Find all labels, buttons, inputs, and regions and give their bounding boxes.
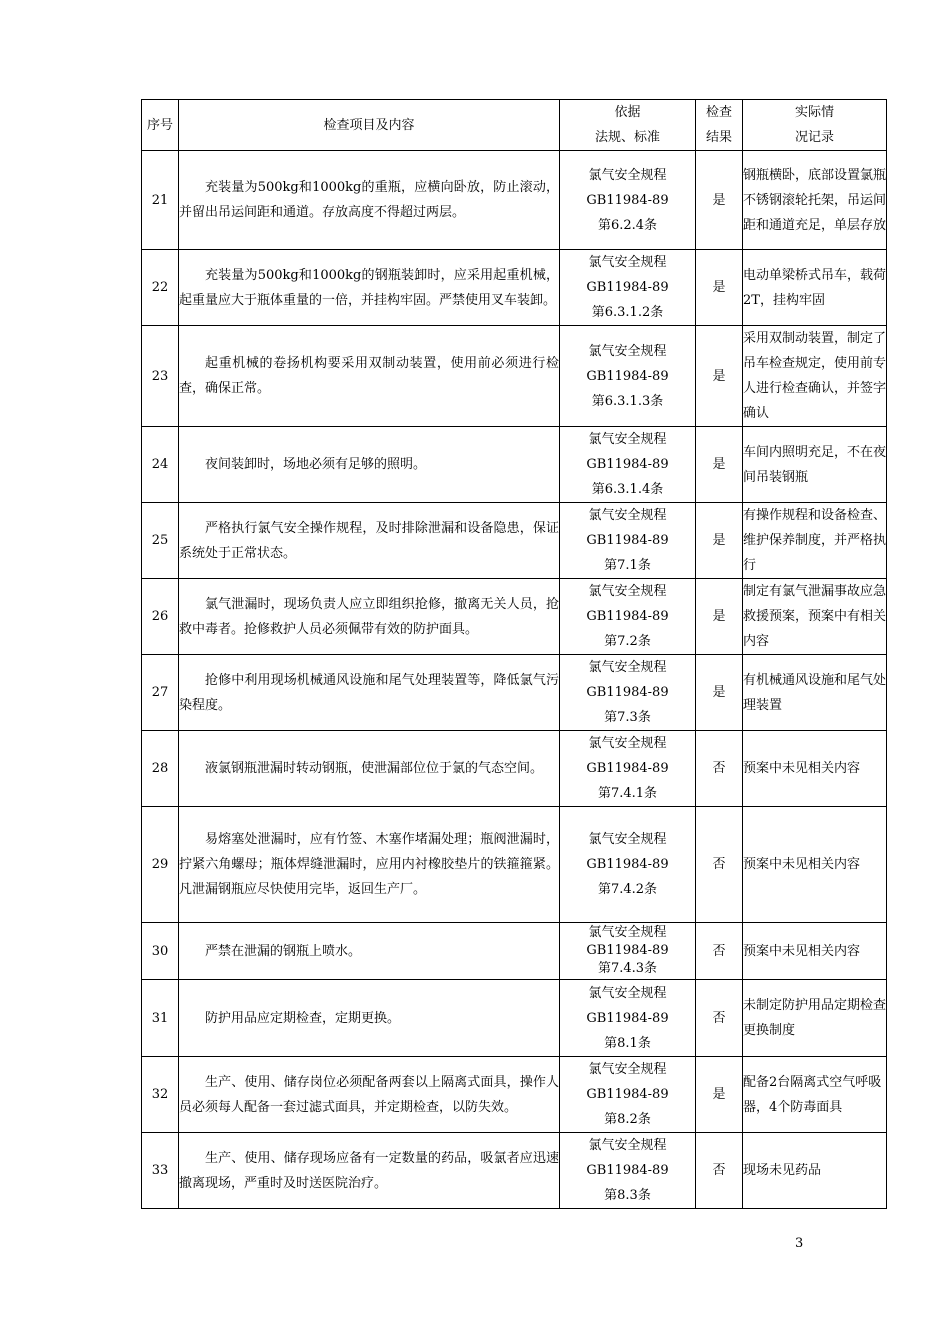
row-no: 26 bbox=[142, 579, 179, 655]
header-basis bbox=[560, 100, 696, 151]
header-result bbox=[696, 100, 743, 151]
row-basis bbox=[560, 250, 696, 326]
row-item bbox=[179, 731, 560, 807]
row-record: 电动单梁桥式吊车，载荷2T，挂构牢固 bbox=[743, 250, 887, 326]
row-basis bbox=[560, 151, 696, 250]
row-record: 现场未见药品 bbox=[743, 1133, 887, 1209]
row-basis bbox=[560, 326, 696, 427]
row-no: 27 bbox=[142, 655, 179, 731]
row-item bbox=[179, 1057, 560, 1133]
table-row bbox=[142, 427, 887, 503]
row-item bbox=[179, 326, 560, 427]
basis-line: 第7.4.3条 bbox=[597, 961, 658, 976]
row-item-text: 抢修中利用现场机械通风设施和尾气处理装置等，降低氯气污染程度。 bbox=[179, 672, 559, 713]
basis-line: 氯气安全规程 bbox=[588, 167, 667, 183]
row-item bbox=[179, 427, 560, 503]
basis-line: 氯气安全规程 bbox=[588, 343, 667, 359]
row-basis bbox=[560, 503, 696, 579]
basis-line: GB11984-89 bbox=[586, 533, 669, 548]
table-row bbox=[142, 250, 887, 326]
row-item-text: 防护用品应定期检查，定期更换。 bbox=[205, 1010, 401, 1026]
row-result: 是 bbox=[696, 579, 743, 655]
table-row bbox=[142, 503, 887, 579]
table-row bbox=[142, 1057, 887, 1133]
basis-line: GB11984-89 bbox=[586, 761, 669, 776]
row-result: 否 bbox=[696, 980, 743, 1057]
basis-line: 第6.3.1.2条 bbox=[591, 305, 664, 320]
basis-line: GB11984-89 bbox=[586, 943, 669, 958]
row-no: 23 bbox=[142, 326, 179, 427]
row-basis bbox=[560, 427, 696, 503]
row-basis bbox=[560, 980, 696, 1057]
row-no: 21 bbox=[142, 151, 179, 250]
row-item-text: 液氯钢瓶泄漏时转动钢瓶，使泄漏部位位于氯的气态空间。 bbox=[205, 761, 544, 776]
basis-line: 第8.3条 bbox=[604, 1188, 651, 1203]
row-item-text: 充装量为500kg和1000kg的钢瓶装卸时，应采用起重机械，起重量应大于瓶体重量的一倍，并挂构牢固。严禁使用叉车装卸。 bbox=[179, 267, 559, 308]
row-result: 是 bbox=[696, 250, 743, 326]
basis-line: GB11984-89 bbox=[586, 857, 669, 872]
basis-line: GB11984-89 bbox=[586, 1163, 669, 1178]
row-item bbox=[179, 655, 560, 731]
row-no: 24 bbox=[142, 427, 179, 503]
row-record: 有操作规程和设备检查、维护保养制度，并严格执行 bbox=[743, 503, 887, 579]
row-basis bbox=[560, 655, 696, 731]
header-record-line2: 况记录 bbox=[794, 130, 834, 145]
row-item bbox=[179, 503, 560, 579]
table-row bbox=[142, 151, 887, 250]
row-basis bbox=[560, 579, 696, 655]
basis-line: 氯气安全规程 bbox=[588, 1062, 667, 1077]
basis-line: GB11984-89 bbox=[586, 609, 669, 624]
row-basis bbox=[560, 1057, 696, 1133]
page-number: 3 bbox=[795, 1236, 804, 1251]
row-result: 是 bbox=[696, 326, 743, 427]
row-result: 是 bbox=[696, 151, 743, 250]
row-item-text: 严禁在泄漏的钢瓶上喷水。 bbox=[205, 943, 362, 959]
row-record: 预案中未见相关内容 bbox=[743, 807, 887, 923]
row-item-text: 生产、使用、储存岗位必须配备两套以上隔离式面具，操作人员必须每人配备一套过滤式面具，并定期检查，以防失效。 bbox=[179, 1074, 559, 1115]
row-record: 制定有氯气泄漏事故应急救援预案，预案中有相关内容 bbox=[743, 579, 887, 655]
row-item-text: 氯气泄漏时，现场负责人应立即组织抢修，撤离无关人员，抢救中毒者。抢修救护人员必须佩带有效的防护面具。 bbox=[179, 596, 559, 637]
row-result: 是 bbox=[696, 427, 743, 503]
header-record bbox=[743, 100, 887, 151]
table-row bbox=[142, 807, 887, 923]
row-no: 32 bbox=[142, 1057, 179, 1133]
basis-line: GB11984-89 bbox=[586, 192, 669, 208]
basis-line: 氯气安全规程 bbox=[588, 584, 667, 599]
row-no: 25 bbox=[142, 503, 179, 579]
row-no: 30 bbox=[142, 923, 179, 980]
row-record: 车间内照明充足，不在夜间吊装钢瓶 bbox=[743, 427, 887, 503]
basis-line: 第6.2.4条 bbox=[597, 217, 658, 233]
row-item-text: 充装量为500kg和1000kg的重瓶，应横向卧放，防止滚动，并留出吊运间距和通道。存放高度不得超过两层。 bbox=[179, 180, 559, 220]
row-no: 29 bbox=[142, 807, 179, 923]
basis-line: 氯气安全规程 bbox=[588, 255, 667, 270]
row-item-text: 起重机械的卷扬机构要采用双制动装置，使用前必须进行检查，确保正常。 bbox=[179, 356, 559, 396]
row-record: 钢瓶横卧，底部设置氯瓶不锈钢滚轮托架，吊运间距和通道充足，单层存放 bbox=[743, 151, 887, 250]
table-row bbox=[142, 326, 887, 427]
table-row bbox=[142, 579, 887, 655]
row-no: 28 bbox=[142, 731, 179, 807]
row-result: 否 bbox=[696, 807, 743, 923]
header-no: 序号 bbox=[142, 100, 179, 151]
table-row bbox=[142, 1133, 887, 1209]
row-result: 否 bbox=[696, 731, 743, 807]
basis-line: 氯气安全规程 bbox=[588, 432, 667, 447]
basis-line: GB11984-89 bbox=[586, 1010, 669, 1026]
row-record: 配备2台隔离式空气呼吸器，4个防毒面具 bbox=[743, 1057, 887, 1133]
basis-line: 氯气安全规程 bbox=[588, 985, 667, 1001]
row-basis bbox=[560, 807, 696, 923]
row-item bbox=[179, 923, 560, 980]
basis-line: 氯气安全规程 bbox=[588, 508, 667, 523]
header-basis-line2: 法规、标准 bbox=[594, 130, 660, 145]
row-item-text: 夜间装卸时，场地必须有足够的照明。 bbox=[205, 457, 427, 472]
row-item-text: 严格执行氯气安全操作规程，及时排除泄漏和设备隐患，保证系统处于正常状态。 bbox=[179, 520, 559, 561]
basis-line: 第7.4.1条 bbox=[597, 786, 658, 801]
row-record: 未制定防护用品定期检查更换制度 bbox=[743, 980, 887, 1057]
basis-line: GB11984-89 bbox=[586, 1087, 669, 1102]
row-record: 预案中未见相关内容 bbox=[743, 731, 887, 807]
basis-line: 氯气安全规程 bbox=[588, 925, 667, 940]
row-item bbox=[179, 579, 560, 655]
row-no: 22 bbox=[142, 250, 179, 326]
row-result: 是 bbox=[696, 503, 743, 579]
basis-line: 氯气安全规程 bbox=[588, 832, 667, 847]
basis-line: 第8.1条 bbox=[604, 1035, 651, 1051]
basis-line: GB11984-89 bbox=[586, 368, 669, 384]
header-row bbox=[142, 100, 887, 151]
basis-line: 第6.3.1.4条 bbox=[591, 482, 664, 497]
basis-line: 第8.2条 bbox=[604, 1112, 651, 1127]
table-row bbox=[142, 923, 887, 980]
header-record-line1: 实际情 bbox=[794, 105, 834, 120]
row-result: 否 bbox=[696, 923, 743, 980]
basis-line: GB11984-89 bbox=[586, 280, 669, 295]
row-record: 预案中未见相关内容 bbox=[743, 923, 887, 980]
row-record: 采用双制动装置，制定了吊车检查规定，使用前专人进行检查确认，并签字确认 bbox=[743, 326, 887, 427]
row-item bbox=[179, 807, 560, 923]
row-basis bbox=[560, 923, 696, 980]
header-item: 检查项目及内容 bbox=[179, 100, 560, 151]
row-basis bbox=[560, 1133, 696, 1209]
basis-line: 第7.2条 bbox=[604, 634, 651, 649]
row-basis bbox=[560, 731, 696, 807]
table-row bbox=[142, 655, 887, 731]
row-item bbox=[179, 250, 560, 326]
row-result: 是 bbox=[696, 1057, 743, 1133]
basis-line: GB11984-89 bbox=[586, 685, 669, 700]
header-basis-line1: 依据 bbox=[614, 105, 641, 120]
header-result-line2: 结果 bbox=[705, 130, 732, 145]
header-result-line1: 检查 bbox=[705, 105, 732, 120]
basis-line: 第6.3.1.3条 bbox=[591, 393, 664, 409]
row-item-text: 易熔塞处泄漏时，应有竹签、木塞作堵漏处理；瓶阀泄漏时，拧紧六角螺母；瓶体焊缝泄漏时，应用内衬橡胶垫片的铁箍箍紧。凡泄漏钢瓶应尽快使用完毕，返回生产厂。 bbox=[179, 832, 559, 897]
row-item bbox=[179, 1133, 560, 1209]
row-record: 有机械通风设施和尾气处理装置 bbox=[743, 655, 887, 731]
row-item bbox=[179, 980, 560, 1057]
table-row bbox=[142, 731, 887, 807]
row-item bbox=[179, 151, 560, 250]
basis-line: 氯气安全规程 bbox=[588, 660, 667, 675]
inspection-table bbox=[141, 99, 887, 1209]
row-result: 是 bbox=[696, 655, 743, 731]
row-no: 31 bbox=[142, 980, 179, 1057]
basis-line: 第7.4.2条 bbox=[597, 882, 658, 897]
basis-line: 氯气安全规程 bbox=[588, 736, 667, 751]
basis-line: 第7.1条 bbox=[604, 558, 651, 573]
table-row bbox=[142, 980, 887, 1057]
row-result: 否 bbox=[696, 1133, 743, 1209]
row-no: 33 bbox=[142, 1133, 179, 1209]
basis-line: GB11984-89 bbox=[586, 457, 669, 472]
basis-line: 氯气安全规程 bbox=[588, 1138, 667, 1153]
row-item-text: 生产、使用、储存现场应备有一定数量的药品，吸氯者应迅速撤离现场，严重时及时送医院治疗。 bbox=[179, 1150, 559, 1191]
basis-line: 第7.3条 bbox=[604, 710, 651, 725]
